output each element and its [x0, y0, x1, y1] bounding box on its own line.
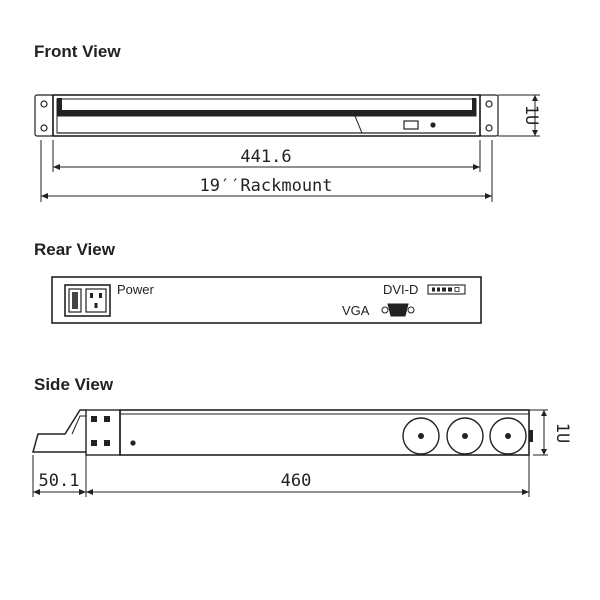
front-usb-port: [404, 121, 418, 129]
side-screw-dot: [130, 440, 135, 445]
front-width-dimension: 441.6: [240, 147, 292, 167]
front-led: [430, 122, 435, 127]
side-height-dimension: 1U: [552, 422, 572, 444]
rear-view-title: Rear View: [34, 240, 115, 259]
front-left-ear-hole-top: [41, 101, 47, 107]
front-drawer-handle: [57, 98, 476, 116]
side-short-depth-dimension: 50.1: [38, 471, 80, 491]
power-label: Power: [117, 282, 154, 297]
front-height-dimension: 1U: [521, 104, 541, 126]
front-right-ear-hole-bottom: [486, 125, 492, 131]
front-right-ear-hole-top: [486, 101, 492, 107]
power-inlet-icon: [65, 285, 110, 316]
front-left-ear-hole-bottom: [41, 125, 47, 131]
side-chassis: [120, 410, 529, 455]
dvi-d-connector-icon: [428, 285, 465, 294]
front-view-title: Front View: [34, 42, 121, 61]
side-front-bracket: [33, 410, 86, 452]
side-depth-dimension: 460: [280, 471, 312, 491]
vga-connector-icon: [382, 304, 414, 316]
dvi-d-label: DVI-D: [383, 282, 419, 297]
front-tray-slope: [57, 116, 362, 133]
cable-roller-icons: [403, 418, 526, 454]
front-rackmount-dimension: 19′′Rackmount: [199, 176, 333, 196]
vga-label: VGA: [342, 303, 370, 318]
side-view-title: Side View: [34, 375, 114, 394]
